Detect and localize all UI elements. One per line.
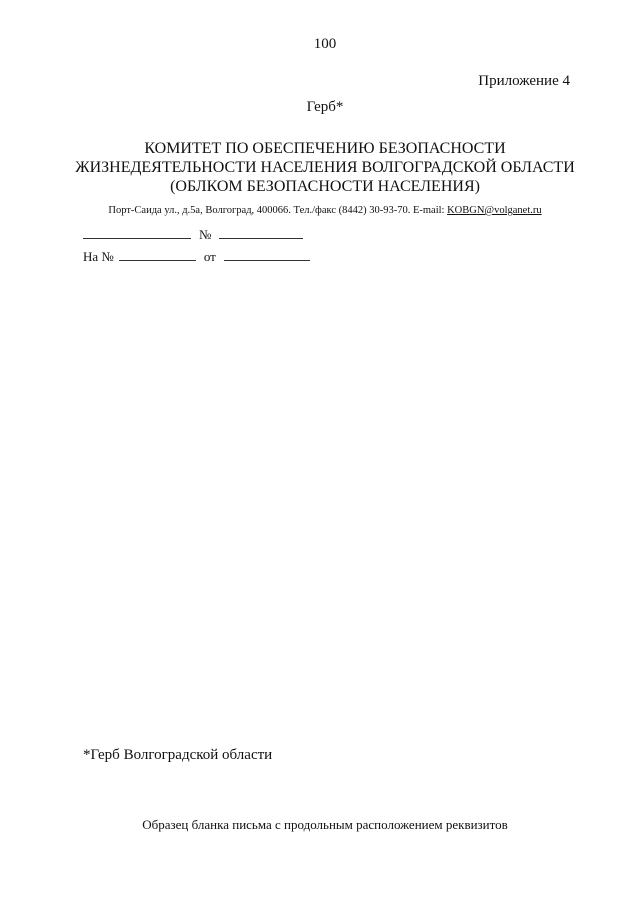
reply-to-label: На № (83, 249, 114, 264)
address-phone: Порт-Саида ул., д.5а, Волгоград, 400066. Тел./факс (8442) 30-93-70. E-mail: (108, 205, 448, 216)
date-blank (83, 226, 191, 239)
reply-requisites-row (83, 248, 310, 265)
caption: Образец бланка письма с продольным расположением реквизитов (142, 817, 508, 832)
organization-short-name: (ОБЛКОМ БЕЗОПАСНОСТИ НАСЕЛЕНИЯ) (170, 178, 480, 195)
appendix-label: Приложение 4 (478, 73, 570, 89)
emblem-placeholder: Герб* (306, 99, 344, 115)
outgoing-requisites-row (83, 226, 303, 243)
reply-number-blank (119, 248, 196, 261)
number-blank (219, 226, 303, 239)
organization-name-line-1: КОМИТЕТ ПО ОБЕСПЕЧЕНИЮ БЕЗОПАСНОСТИ (144, 140, 506, 157)
organization-header (0, 139, 640, 196)
reply-date-blank (224, 248, 310, 261)
organization-name-line-2: ЖИЗНЕДЕЯТЕЛЬНОСТИ НАСЕЛЕНИЯ ВОЛГОГРАДСКОЙ ОБЛАСТИ (75, 159, 575, 176)
page-number: 100 (313, 36, 337, 52)
number-label: № (199, 227, 212, 242)
footnote: *Герб Волгоградской области (83, 747, 273, 763)
from-label: от (203, 249, 216, 264)
contact-line (0, 205, 640, 216)
email-link[interactable]: KOBGN@volganet.ru (447, 205, 542, 216)
